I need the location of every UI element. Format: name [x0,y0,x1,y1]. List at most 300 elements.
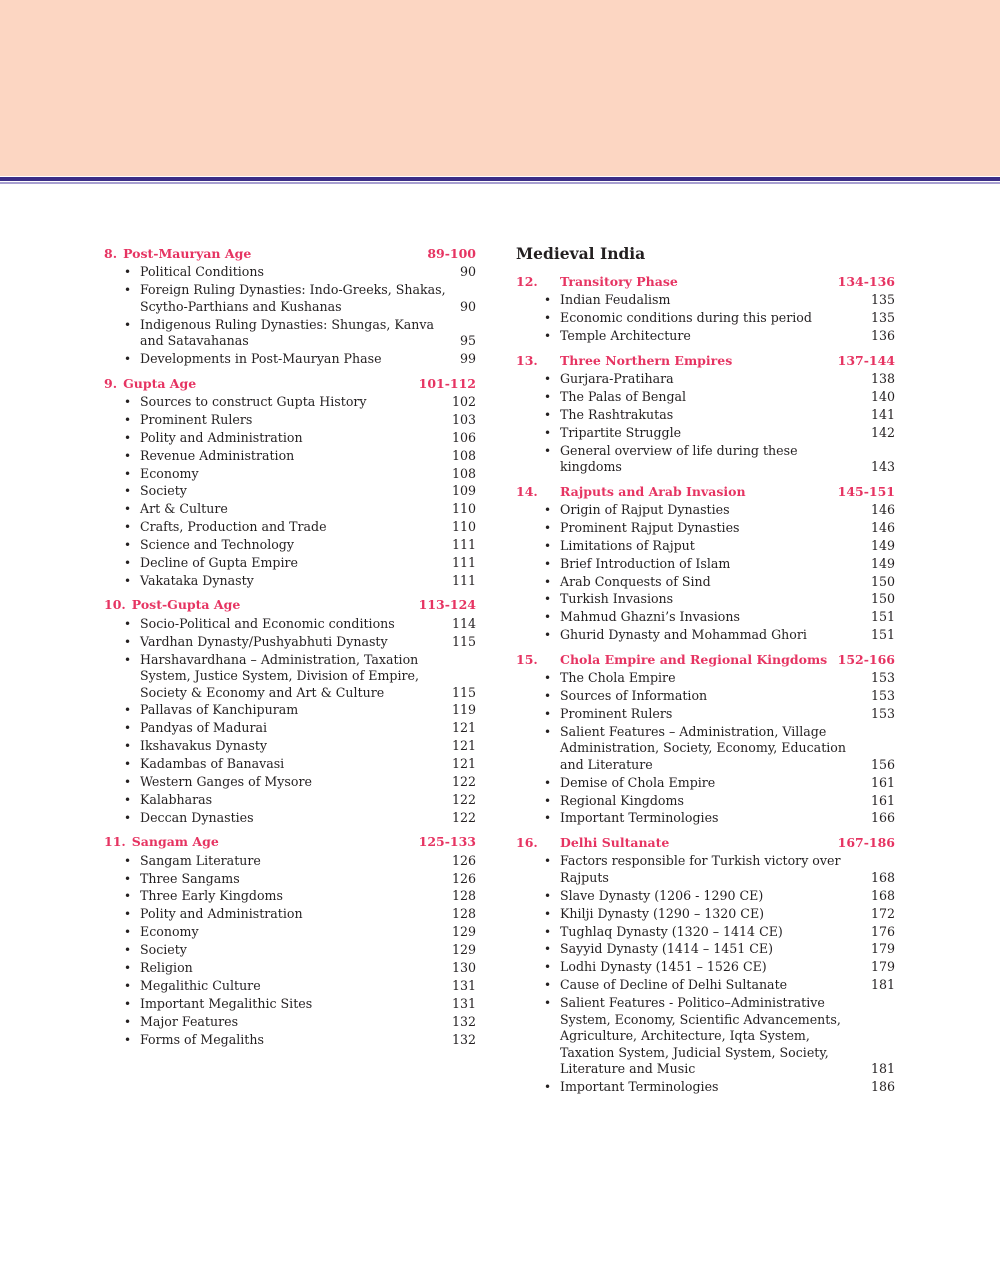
toc-entry-page: 168 [870,869,895,885]
bullet-icon: • [124,484,132,499]
chapter-number: 14. [516,483,538,499]
toc-entry-page: 149 [870,555,895,571]
toc-entry[interactable] [104,871,476,888]
chapter-topic-list [104,616,476,827]
bullet-icon: • [124,810,132,825]
toc-entry-text: Prominent Rajput Dynasties [560,519,740,535]
bullet-icon: • [124,448,132,463]
bullet-icon: • [124,961,132,975]
toc-entry-text: Major Features [140,1013,239,1029]
chapter-title-group [516,352,732,370]
toc-entry[interactable] [516,853,895,886]
toc-entry-text: Turkish Invasions [560,591,674,607]
toc-entry[interactable] [104,264,476,281]
toc-entry[interactable] [516,538,895,555]
toc-entry-page: 121 [451,720,476,736]
toc-entry-page: 115 [451,684,476,700]
toc-chapter [104,375,476,590]
toc-entry-text: Khilji Dynasty (1290 – 1320 CE) [560,905,765,921]
toc-entry-page: 122 [451,791,476,807]
toc-entry-text: The Chola Empire [560,670,676,686]
toc-entry[interactable] [104,906,476,923]
toc-entry-page: 90 [459,298,476,314]
toc-entry-text: Pandyas of Madurai [140,720,268,736]
toc-entry-text: Prominent Rulers [560,705,673,721]
bullet-icon: • [544,628,552,643]
toc-entry-page: 146 [870,519,895,535]
toc-entry-text: Foreign Ruling Dynasties: Indo-Greeks, Shakas, Scytho-Parthians and Kushanas [140,282,446,314]
toc-entry[interactable] [104,1014,476,1031]
chapter-heading[interactable] [516,834,895,852]
toc-entry[interactable] [516,425,895,442]
toc-entry-page: 103 [451,411,476,427]
bullet-icon: • [124,412,132,427]
toc-entry-page: 161 [870,774,895,790]
toc-chapter [516,834,895,1096]
toc-entry-page: 181 [870,977,895,993]
toc-entry-page: 132 [451,1031,476,1047]
bullet-icon: • [544,854,552,869]
toc-entry-text: Salient Features - Politico–Administrative System, Economy, Scientific Advancements, Agriculture, Architecture, Iqta System, Taxation System, Judicial System, Society, Literature and Music [560,995,841,1077]
toc-entry-page: 136 [870,328,895,344]
toc-entry-text: Polity and Administration [140,906,303,922]
chapter-title-group [104,245,251,263]
chapter-page-range: 125-133 [418,834,476,850]
bullet-icon: • [124,616,132,631]
toc-entry-page: 168 [870,887,895,903]
toc-entry-text: Economy [140,924,199,940]
toc-entry[interactable] [516,627,895,644]
chapter-title: Sangam Age [131,834,219,850]
toc-entry-text: Harshavardhana – Administration, Taxation System, Justice System, Division of Empire, Society & Economy and Art & Culture [140,651,419,700]
toc-entry[interactable] [516,502,895,519]
chapter-title: Transitory Phase [560,274,678,289]
chapter-title-group [104,375,196,393]
toc-entry-page: 110 [451,501,476,517]
chapter-number: 13. [516,352,538,368]
toc-entry-text: Art & Culture [140,501,228,517]
toc-entry[interactable] [516,443,895,476]
toc-entry[interactable] [104,466,476,483]
toc-entry[interactable] [516,292,895,309]
toc-entry-page: 142 [870,424,895,440]
bullet-icon: • [544,538,552,553]
toc-entry-page: 131 [451,995,476,1011]
toc-entry[interactable] [516,775,895,792]
chapter-topic-list [516,502,895,644]
bullet-icon: • [124,757,132,772]
toc-chapter [516,352,895,476]
toc-entry[interactable] [104,720,476,737]
toc-entry-text: Arab Conquests of Sind [560,573,711,589]
toc-entry-page: 121 [451,738,476,754]
bullet-icon: • [544,389,552,404]
chapter-title: Gupta Age [123,375,197,391]
bullet-icon: • [124,889,132,904]
toc-entry-text: Political Conditions [140,264,264,280]
bullet-icon: • [544,503,552,518]
toc-entry[interactable] [516,1079,895,1096]
toc-entry[interactable] [104,483,476,500]
toc-entry[interactable] [516,670,895,687]
toc-entry-page: 181 [870,1061,895,1077]
bullet-icon: • [544,520,552,535]
chapter-topic-list [516,371,895,476]
chapter-heading[interactable] [516,273,895,291]
toc-entry-page: 130 [451,960,476,975]
toc-entry-page: 126 [451,852,476,868]
toc-entry-page: 172 [870,905,895,921]
toc-entry-page: 131 [451,977,476,993]
toc-entry[interactable] [516,724,895,774]
toc-entry-text: Sangam Literature [140,852,261,868]
chapter-page-range: 101-112 [418,375,476,391]
toc-entry[interactable] [104,996,476,1013]
toc-entry-text: Sayyid Dynasty (1414 – 1451 CE) [560,941,773,957]
toc-chapter [104,833,476,1048]
toc-entry[interactable] [516,793,895,810]
bullet-icon: • [544,996,552,1011]
toc-entry-page: 176 [870,923,895,939]
chapter-title: Rajputs and Arab Invasion [560,483,746,499]
toc-entry-page: 106 [451,429,476,445]
toc-entry-page: 153 [870,670,895,686]
bullet-icon: • [124,703,132,718]
bullet-icon: • [544,689,552,704]
toc-entry-page: 121 [451,756,476,772]
bullet-icon: • [124,652,132,667]
toc-entry-text: Tughlaq Dynasty (1320 – 1414 CE) [560,923,783,939]
toc-entry[interactable] [104,924,476,941]
toc-entry-page: 110 [451,519,476,535]
bullet-icon: • [124,283,132,298]
toc-entry[interactable] [104,634,476,651]
toc-entry-page: 95 [459,333,476,349]
toc-entry-text: Megalithic Culture [140,977,261,993]
toc-entry-page: 129 [451,942,476,958]
toc-entry[interactable] [104,448,476,465]
toc-entry[interactable] [104,888,476,905]
bullet-icon: • [124,1032,132,1047]
chapter-heading[interactable] [104,245,476,263]
toc-entry-text: Indian Feudalism [560,292,671,308]
chapter-title-group [516,273,678,291]
toc-entry[interactable] [104,978,476,995]
toc-entry[interactable] [104,430,476,447]
toc-entry-page: 126 [451,870,476,886]
toc-entry-page: 150 [870,573,895,589]
part-title-medieval-india: Medieval India [516,244,646,263]
chapter-title-group [516,651,827,669]
chapter-number: 15. [516,651,538,667]
toc-entry[interactable] [104,519,476,536]
toc-entry[interactable] [104,394,476,411]
toc-entry[interactable] [104,616,476,633]
toc-entry[interactable] [104,317,476,350]
toc-entry-text: Slave Dynasty (1206 - 1290 CE) [560,887,764,903]
toc-entry[interactable] [516,977,895,994]
bullet-icon: • [544,906,552,921]
toc-chapter [516,273,895,345]
toc-entry-page: 153 [870,688,895,704]
toc-entry[interactable] [104,537,476,554]
chapter-topic-list [516,292,895,344]
bullet-icon: • [544,811,552,826]
chapter-page-range: 89-100 [427,246,476,261]
toc-entry-text: Factors responsible for Turkish victory over Rajputs [560,853,841,885]
bullet-icon: • [544,556,552,571]
toc-entry-page: 114 [451,615,476,631]
toc-entry-text: Mahmud Ghazni’s Invasions [560,609,740,625]
toc-entry-page: 149 [870,537,895,553]
bullet-icon: • [124,317,132,332]
toc-entry[interactable] [104,774,476,791]
toc-entry-page: 138 [870,371,895,387]
header-rule [0,177,1000,181]
toc-entry[interactable] [516,924,895,941]
bullet-icon: • [124,774,132,789]
bullet-icon: • [544,372,552,387]
toc-entry-text: Limitations of Rajput [560,537,695,553]
chapter-heading[interactable] [104,375,476,393]
chapter-heading[interactable] [104,833,476,851]
toc-entry[interactable] [104,412,476,429]
bullet-icon: • [544,407,552,422]
bullet-icon: • [124,925,132,940]
bullet-icon: • [544,671,552,686]
toc-entry[interactable] [516,959,895,976]
bullet-icon: • [124,430,132,445]
chapter-title-group [516,483,746,501]
toc-entry[interactable] [104,501,476,518]
toc-entry-page: 135 [870,292,895,308]
bullet-icon: • [124,520,132,535]
toc-entry-page: 179 [870,941,895,957]
chapter-topic-list [104,394,476,589]
toc-entry[interactable] [516,810,895,827]
toc-entry[interactable] [104,756,476,773]
bullet-icon: • [124,634,132,649]
toc-entry-text: Regional Kingdoms [560,792,684,808]
toc-entry-page: 143 [870,459,895,475]
chapter-heading[interactable] [516,651,895,669]
bullet-icon: • [124,538,132,553]
chapter-number: 16. [516,834,538,850]
toc-entry[interactable] [516,407,895,424]
toc-entry[interactable] [516,520,895,537]
bullet-icon: • [124,792,132,807]
toc-entry[interactable] [104,652,476,702]
bullet-icon: • [544,775,552,790]
chapter-title-group [104,596,240,614]
toc-entry-page: 111 [451,554,476,570]
bullet-icon: • [544,425,552,440]
bullet-icon: • [124,502,132,517]
toc-entry-page: 111 [451,537,476,553]
toc-entry-text: Western Ganges of Mysore [140,773,312,789]
toc-entry[interactable] [104,792,476,809]
bullet-icon: • [544,888,552,903]
bullet-icon: • [124,871,132,886]
toc-chapter [104,245,476,368]
toc-entry[interactable] [516,328,895,345]
chapter-number: 10. [104,597,126,613]
toc-entry[interactable] [104,960,476,977]
bullet-icon: • [124,721,132,736]
chapter-heading[interactable] [104,596,476,614]
toc-entry[interactable] [516,609,895,626]
bullet-icon: • [124,996,132,1011]
toc-entry-text: Religion [140,960,193,975]
toc-left-column [104,245,476,1055]
toc-entry[interactable] [104,555,476,572]
bullet-icon: • [544,311,552,326]
toc-entry[interactable] [516,574,895,591]
toc-entry[interactable] [104,573,476,590]
toc-entry-text: Crafts, Production and Trade [140,519,327,535]
toc-entry-text: Indigenous Ruling Dynasties: Shungas, Kanva and Satavahanas [140,316,434,349]
toc-entry-text: Developments in Post-Mauryan Phase [140,351,382,367]
chapter-title-group [516,834,669,852]
header-rule-thin [0,182,1000,184]
toc-entry[interactable] [516,556,895,573]
toc-entry-text: Forms of Megaliths [140,1031,264,1047]
chapter-page-range: 134-136 [837,274,895,289]
toc-entry-page: 122 [451,773,476,789]
toc-entry-page: 150 [870,591,895,607]
toc-entry-text: Decline of Gupta Empire [140,554,298,570]
toc-entry-page: 108 [451,465,476,481]
toc-entry-text: Polity and Administration [140,429,303,445]
toc-entry-page: 151 [870,627,895,643]
toc-entry-text: Socio-Political and Economic conditions [140,615,395,631]
toc-entry-text: The Rashtrakutas [560,406,674,422]
bullet-icon: • [544,293,552,308]
toc-entry-text: Society [140,942,187,958]
bullet-icon: • [544,724,552,739]
chapter-page-range: 167-186 [837,834,895,850]
bullet-icon: • [544,574,552,589]
bullet-icon: • [544,924,552,939]
toc-entry-text: The Palas of Bengal [560,388,687,404]
toc-entry[interactable] [104,351,476,368]
toc-chapter [516,651,895,827]
toc-entry-text: Cause of Decline of Delhi Sultanate [560,977,788,993]
toc-entry-page: 135 [870,310,895,326]
toc-entry-text: Ghurid Dynasty and Mohammad Ghori [560,627,807,643]
toc-entry[interactable] [104,702,476,719]
toc-entry[interactable] [104,853,476,870]
toc-entry-page: 156 [870,756,895,772]
toc-right-column [516,245,895,1103]
bullet-icon: • [124,394,132,409]
toc-entry[interactable] [104,942,476,959]
bullet-icon: • [544,793,552,808]
bullet-icon: • [544,942,552,957]
toc-chapter [104,596,476,826]
toc-entry-page: 99 [459,351,476,367]
toc-entry[interactable] [104,810,476,827]
toc-entry-page: 119 [451,702,476,718]
toc-entry[interactable] [516,906,895,923]
toc-entry[interactable] [516,706,895,723]
chapter-page-range: 152-166 [837,651,895,667]
toc-entry-page: 115 [451,633,476,649]
chapter-heading[interactable] [516,483,895,501]
toc-entry-text: Sources of Information [560,688,708,704]
bullet-icon: • [124,853,132,868]
toc-entry[interactable] [516,591,895,608]
toc-entry[interactable] [516,941,895,958]
chapter-title-group [104,833,219,851]
chapter-topic-list [516,853,895,1095]
chapter-number: 8. [104,246,118,261]
toc-entry-page: 153 [870,705,895,721]
toc-entry[interactable] [516,389,895,406]
toc-entry-text: Economy [140,465,199,481]
toc-entry-text: General overview of life during these kingdoms [560,442,798,475]
toc-entry-page: 109 [451,483,476,499]
toc-entry-text: Ikshavakus Dynasty [140,738,267,754]
header-band [0,0,1000,176]
chapter-number: 9. [104,375,118,391]
chapter-number: 11. [104,834,126,850]
toc-entry[interactable] [104,282,476,315]
toc-entry-page: 146 [870,502,895,518]
bullet-icon: • [124,265,132,280]
toc-entry[interactable] [516,371,895,388]
toc-entry-text: Three Early Kingdoms [140,888,283,904]
toc-entry-page: 140 [870,388,895,404]
toc-entry-text: Gurjara-Pratihara [560,371,674,387]
chapter-title: Post-Mauryan Age [123,246,252,261]
toc-entry-page: 166 [870,810,895,826]
toc-entry[interactable] [516,688,895,705]
toc-entry-text: Origin of Rajput Dynasties [560,502,730,518]
toc-entry-text: Tripartite Struggle [560,424,682,440]
toc-entry-text: Sources to construct Gupta History [140,393,367,409]
toc-entry-text: Important Megalithic Sites [140,995,313,1011]
toc-entry-text: Kadambas of Banavasi [140,756,285,772]
chapter-heading[interactable] [516,352,895,370]
toc-entry-page: 141 [870,406,895,422]
toc-entry-text: Science and Technology [140,537,294,553]
toc-entry[interactable] [516,995,895,1078]
toc-entry-text: Vakataka Dynasty [140,572,254,588]
bullet-icon: • [124,739,132,754]
bullet-icon: • [124,555,132,570]
toc-entry-page: 129 [451,924,476,940]
toc-entry-page: 161 [870,792,895,808]
toc-entry-text: Pallavas of Kanchipuram [140,702,299,718]
toc-entry[interactable] [104,1032,476,1049]
chapter-title: Delhi Sultanate [560,834,670,850]
toc-entry[interactable] [516,310,895,327]
bullet-icon: • [124,573,132,588]
chapter-number: 12. [516,274,538,289]
toc-entry[interactable] [516,888,895,905]
toc-entry-text: Lodhi Dynasty (1451 – 1526 CE) [560,959,767,975]
bullet-icon: • [544,1080,552,1094]
bullet-icon: • [124,943,132,958]
bullet-icon: • [544,978,552,993]
toc-entry-page: 128 [451,888,476,904]
chapter-page-range: 145-151 [837,483,895,499]
toc-entry-page: 102 [451,393,476,409]
toc-entry-text: Deccan Dynasties [140,809,254,825]
toc-entry[interactable] [104,738,476,755]
toc-entry-page: 111 [451,572,476,588]
